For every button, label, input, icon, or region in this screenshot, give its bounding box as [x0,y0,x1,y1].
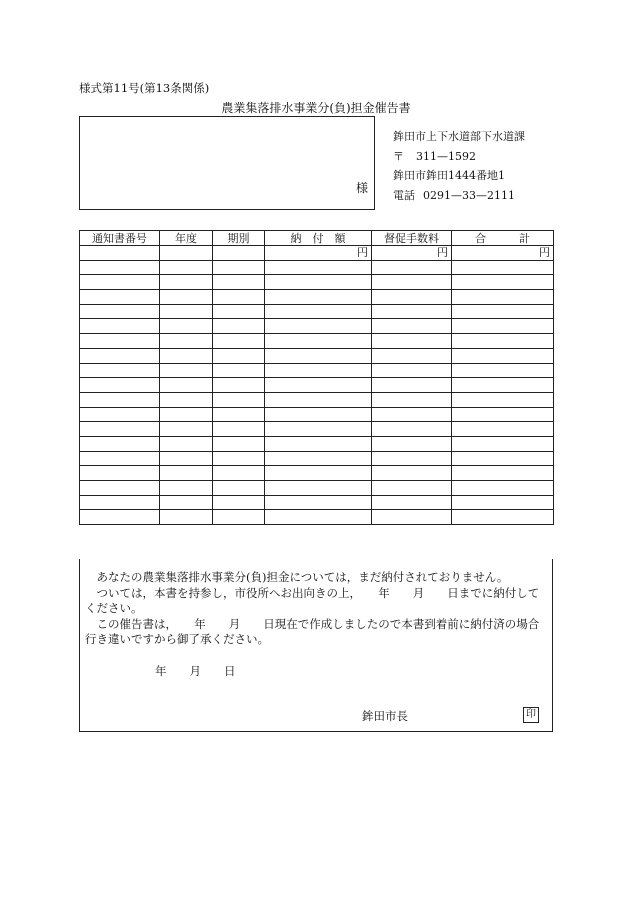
notice-paragraph-1: あなたの農業集落排水事業分(負)担金については，まだ納付されておりません。 [96,570,509,584]
unit-yen-total: 円 [452,246,554,261]
table-cell [213,510,265,525]
table-cell [452,392,554,407]
table-cell [265,392,372,407]
issuer-block [393,127,525,205]
table-cell [452,466,554,481]
table-cell [80,334,160,349]
table-cell [80,260,160,275]
table-cell [213,481,265,496]
table-cell [213,422,265,437]
table-cell [160,290,213,305]
issue-date-line: 年 月 日 [155,664,236,678]
seal-mark: 印 [523,707,539,723]
table-cell [80,304,160,319]
table-row [80,304,554,319]
table-cell [160,392,213,407]
header-payment-amount: 納 付 額 [265,231,372,246]
table-cell [80,348,160,363]
table-cell [213,290,265,305]
table-cell [372,422,452,437]
table-cell [213,407,265,422]
table-cell [452,481,554,496]
table-cell [265,495,372,510]
table-cell [160,466,213,481]
table-cell [265,436,372,451]
table-cell [372,451,452,466]
phone-number: 0291—33—2111 [423,188,515,202]
table-cell [213,392,265,407]
table-cell [452,334,554,349]
table-cell [80,422,160,437]
table-row [80,510,554,525]
table-row [80,319,554,334]
table-cell [160,319,213,334]
table-cell [372,378,452,393]
table-cell [80,407,160,422]
table-cell [80,290,160,305]
table-row [80,495,554,510]
table-cell [160,363,213,378]
table-cell [80,363,160,378]
table-cell [213,348,265,363]
table-cell [265,422,372,437]
table-row [80,275,554,290]
header-period: 期別 [213,231,265,246]
table-cell [452,495,554,510]
issuer-address: 鉾田市鉾田1444番地1 [393,169,505,182]
phone-label: 電話 [393,188,415,202]
table-cell [452,363,554,378]
table-cell [372,290,452,305]
table-cell [452,510,554,525]
table-cell [265,466,372,481]
table-cell [265,510,372,525]
postal-code: 311—1592 [416,149,476,163]
table-row [80,392,554,407]
table-cell [160,451,213,466]
table-cell [80,481,160,496]
table-cell [265,481,372,496]
notice-paragraph-3: この催告書は， 年 月 日現在で作成しましたので本書到着前に納付済の場合行き違いですから御了承ください。 [85,617,540,646]
table-cell [265,363,372,378]
table-cell [372,436,452,451]
table-cell [452,319,554,334]
table-cell [160,304,213,319]
table-cell [213,275,265,290]
table-cell [372,495,452,510]
table-cell [265,304,372,319]
table-cell [80,319,160,334]
table-cell [265,334,372,349]
table-cell [213,363,265,378]
table-cell [160,481,213,496]
table-cell [80,466,160,481]
table-cell [213,436,265,451]
table-unit-row [80,246,554,261]
table-cell [452,451,554,466]
table-cell [160,378,213,393]
addressee-box [79,116,375,210]
table-header-row [80,231,554,246]
table-row [80,407,554,422]
table-cell [372,260,452,275]
mayor-signature: 鉾田市長 [362,709,408,723]
issuer-department: 鉾田市上下水道部下水道課 [393,130,525,143]
table-cell [372,407,452,422]
table-cell [213,260,265,275]
table-cell [452,422,554,437]
table-cell [80,436,160,451]
table-row [80,451,554,466]
table-row [80,334,554,349]
table-cell [213,304,265,319]
table-cell [213,246,265,261]
table-cell [213,451,265,466]
table-cell [372,363,452,378]
table-cell [160,260,213,275]
table-cell [265,378,372,393]
unit-yen-amount: 円 [265,246,372,261]
table-cell [265,319,372,334]
table-cell [160,407,213,422]
table-cell [452,378,554,393]
table-cell [265,407,372,422]
table-cell [160,246,213,261]
table-cell [80,392,160,407]
table-row [80,436,554,451]
table-cell [452,275,554,290]
document-title: 農業集落排水事業分(負)担金催告書 [221,101,411,115]
notice-box [79,559,553,732]
table-cell [80,451,160,466]
table-cell [372,481,452,496]
table-cell [160,495,213,510]
table-cell [265,260,372,275]
table-cell [372,275,452,290]
table-row [80,422,554,437]
table-cell [160,422,213,437]
table-cell [372,466,452,481]
header-reminder-fee: 督促手数料 [372,231,452,246]
table-row [80,466,554,481]
table-cell [452,407,554,422]
table-cell [213,466,265,481]
table-cell [452,348,554,363]
table-cell [80,378,160,393]
table-cell [372,304,452,319]
table-cell [452,290,554,305]
table-row [80,348,554,363]
table-cell [452,304,554,319]
table-cell [213,378,265,393]
postal-mark: 〒 [393,149,404,163]
table-cell [213,334,265,349]
table-row [80,481,554,496]
table-cell [160,348,213,363]
table-cell [80,246,160,261]
table-cell [372,392,452,407]
header-total: 合 計 [452,231,554,246]
header-fiscal-year: 年度 [160,231,213,246]
issuer-phone [393,186,525,206]
table-row [80,363,554,378]
unit-yen-fee: 円 [372,246,452,261]
notice-paragraph-2: ついては，本書を持参し，市役所へお出向きの上， 年 月 日までに納付してください。 [85,586,540,615]
table-cell [265,451,372,466]
form-number: 様式第11号(第13条関係) [79,81,210,95]
table-cell [372,334,452,349]
table-row [80,378,554,393]
table-cell [160,510,213,525]
table-cell [213,495,265,510]
table-cell [452,260,554,275]
table-cell [160,436,213,451]
table-cell [213,319,265,334]
table-cell [265,290,372,305]
table-cell [265,275,372,290]
addressee-honorific: 様 [355,181,368,195]
table-cell [372,348,452,363]
table-cell [160,275,213,290]
table-cell [80,495,160,510]
table-cell [372,510,452,525]
table-row [80,290,554,305]
table-cell [265,348,372,363]
header-notice-number: 通知書番号 [80,231,160,246]
table-cell [452,436,554,451]
table-cell [80,275,160,290]
billing-table [79,230,554,525]
table-row [80,260,554,275]
issuer-postal [393,147,525,167]
table-cell [80,510,160,525]
table-cell [160,334,213,349]
table-cell [372,319,452,334]
